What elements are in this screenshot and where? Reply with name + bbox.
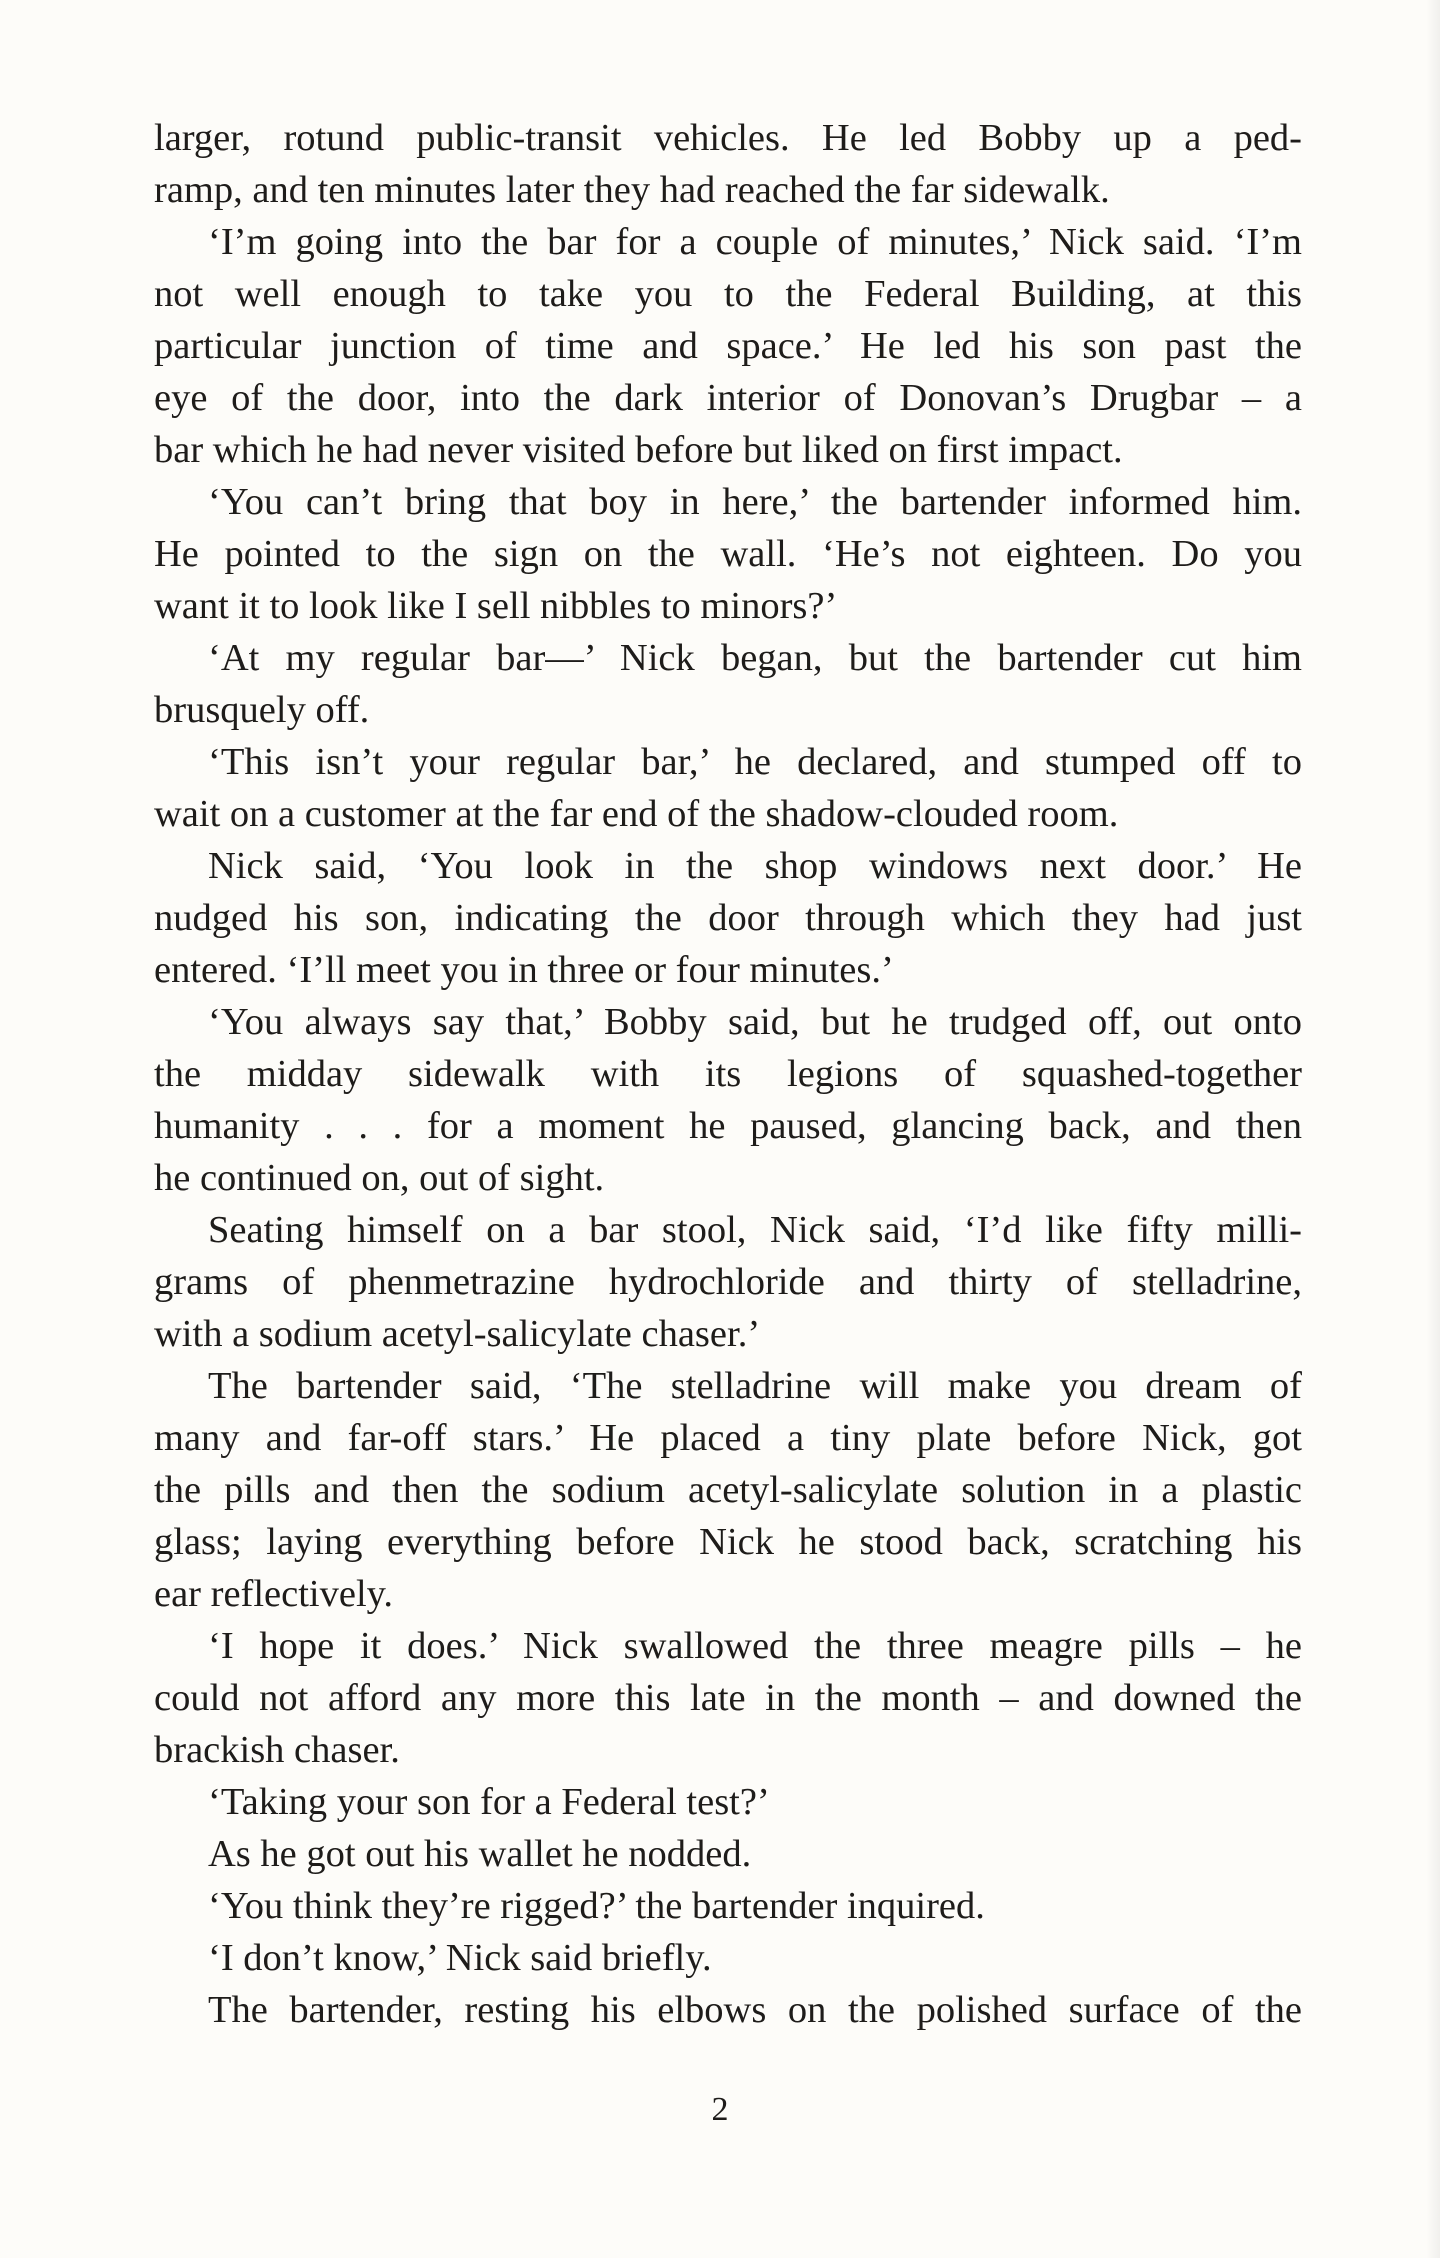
text-line: brackish chaser. — [154, 1729, 400, 1771]
text-line: the pills and then the sodium acetyl-salicylate solution in a plastic — [154, 1469, 1302, 1511]
text-line: nudged his son, indicating the door through which they had just — [154, 897, 1302, 939]
text-line: glass; laying everything before Nick he stood back, scratching his — [154, 1521, 1302, 1563]
text-line: brusquely off. — [154, 689, 370, 731]
text-line: ‘You think they’re rigged?’ the bartender inquired. — [208, 1885, 985, 1927]
text-line: The bartender, resting his elbows on the polished surface of the — [208, 1989, 1302, 2031]
body-text — [154, 112, 1302, 2036]
text-line: ‘Taking your son for a Federal test?’ — [208, 1781, 770, 1823]
text-line: not well enough to take you to the Federal Building, at this — [154, 273, 1302, 315]
text-line: ‘I hope it does.’ Nick swallowed the three meagre pills – he — [208, 1625, 1302, 1667]
page-edge-shadow — [1426, 0, 1440, 2258]
text-line: want it to look like I sell nibbles to minors?’ — [154, 585, 838, 627]
text-line: larger, rotund public-transit vehicles. He led Bobby up a ped- — [154, 117, 1302, 159]
text-line: Seating himself on a bar stool, Nick said, ‘I’d like fifty milli- — [208, 1209, 1302, 1251]
page-number: 2 — [711, 2091, 729, 2128]
text-line: ‘I don’t know,’ Nick said briefly. — [208, 1937, 712, 1979]
text-line: he continued on, out of sight. — [154, 1157, 605, 1199]
text-line: ‘You always say that,’ Bobby said, but he trudged off, out onto — [208, 1001, 1302, 1043]
text-line: wait on a customer at the far end of the shadow-clouded room. — [154, 793, 1119, 835]
text-line: ‘This isn’t your regular bar,’ he declared, and stumped off to — [208, 741, 1302, 783]
text-line: Nick said, ‘You look in the shop windows next door.’ He — [208, 845, 1302, 887]
text-line: eye of the door, into the dark interior of Donovan’s Drugbar – a — [154, 377, 1302, 419]
text-line: ‘At my regular bar—’ Nick began, but the bartender cut him — [208, 637, 1302, 679]
text-line: bar which he had never visited before but liked on first impact. — [154, 429, 1123, 471]
text-line: could not afford any more this late in the month – and downed the — [154, 1677, 1302, 1719]
text-line: ramp, and ten minutes later they had reached the far sidewalk. — [154, 169, 1110, 211]
text-line: humanity . . . for a moment he paused, glancing back, and then — [154, 1105, 1302, 1147]
text-line: ear reflectively. — [154, 1573, 394, 1615]
text-line: many and far-off stars.’ He placed a tiny plate before Nick, got — [154, 1417, 1302, 1459]
text-line: with a sodium acetyl-salicylate chaser.’ — [154, 1313, 761, 1355]
text-line: ‘I’m going into the bar for a couple of minutes,’ Nick said. ‘I’m — [208, 221, 1302, 263]
text-line: As he got out his wallet he nodded. — [208, 1833, 752, 1875]
text-line: The bartender said, ‘The stelladrine will make you dream of — [208, 1365, 1302, 1407]
text-line: He pointed to the sign on the wall. ‘He’s not eighteen. Do you — [154, 533, 1302, 575]
text-line: the midday sidewalk with its legions of squashed-together — [154, 1053, 1302, 1095]
text-line: particular junction of time and space.’ He led his son past the — [154, 325, 1302, 367]
text-line: ‘You can’t bring that boy in here,’ the bartender informed him. — [208, 481, 1302, 523]
text-line: entered. ‘I’ll meet you in three or four minutes.’ — [154, 949, 894, 991]
text-line: grams of phenmetrazine hydrochloride and thirty of stelladrine, — [154, 1261, 1302, 1303]
